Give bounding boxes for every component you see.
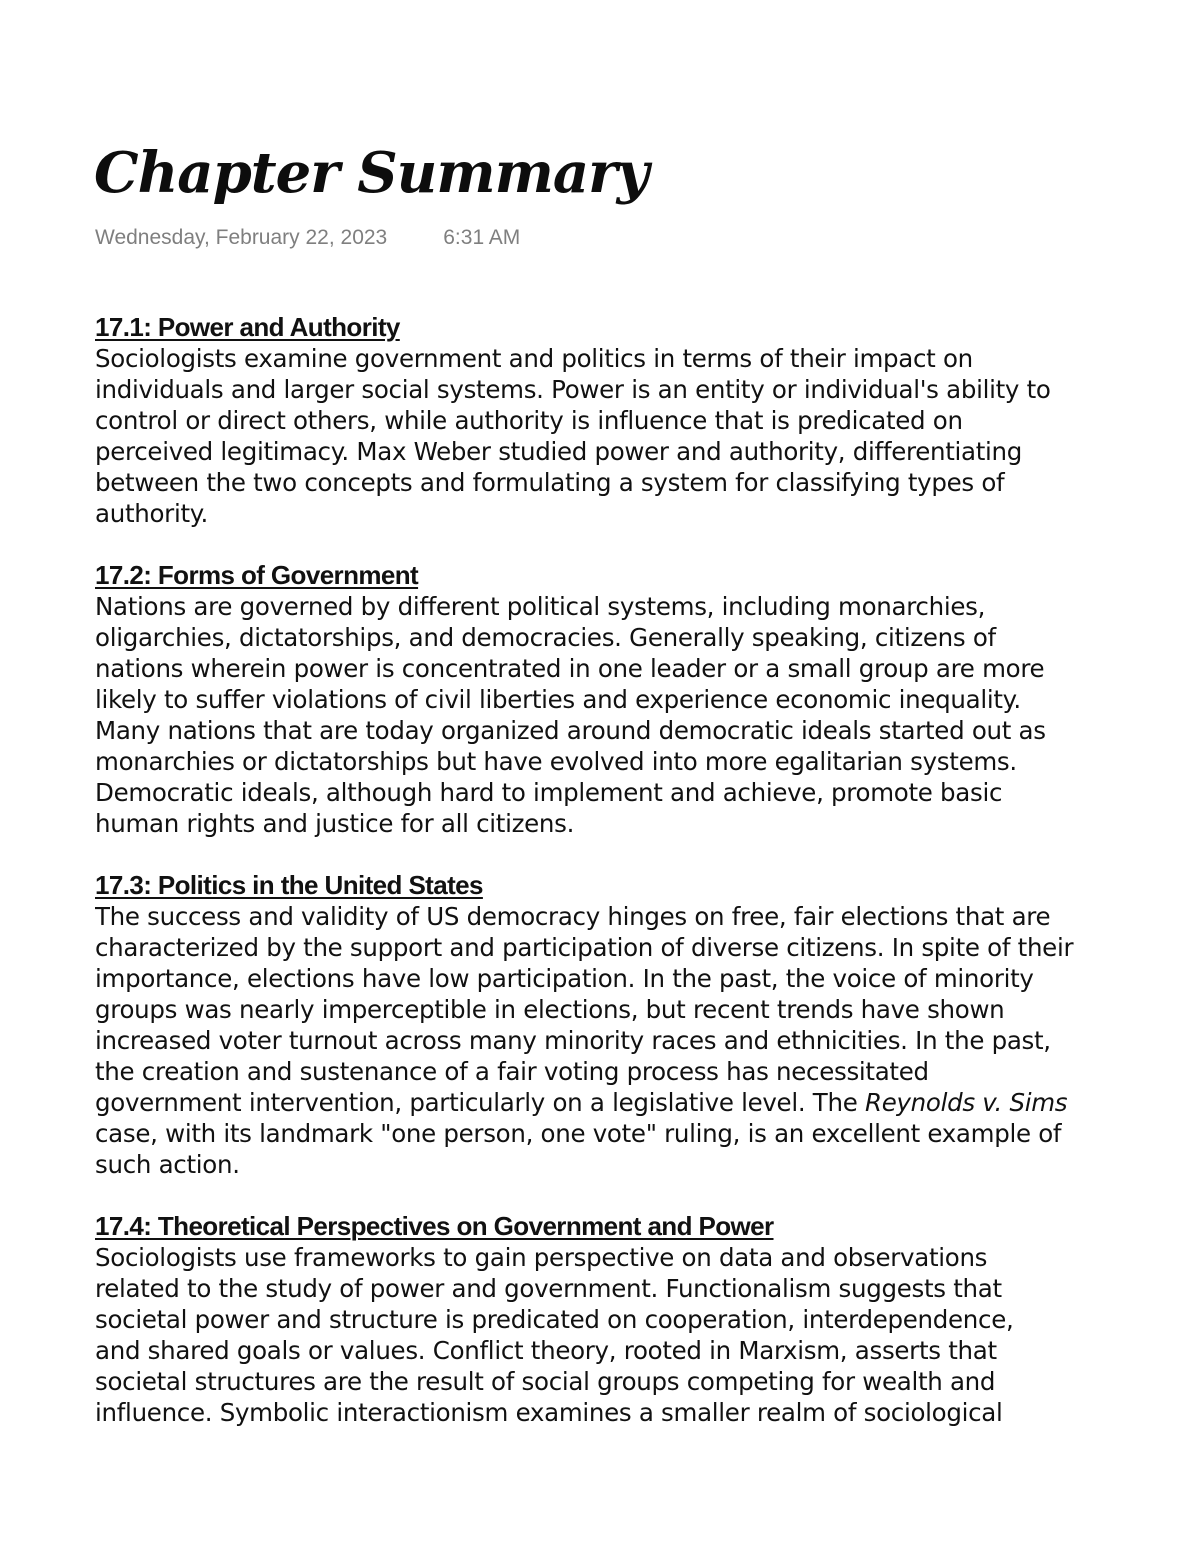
text-line: groups was nearly imperceptible in elections, but recent trends have shown [95, 995, 1005, 1024]
section-body [95, 1242, 1200, 1428]
text-line: control or direct others, while authority is influence that is predicated on [95, 406, 963, 435]
section-heading: 17.3: Politics in the United States [95, 870, 483, 900]
text-line: oligarchies, dictatorships, and democracies. Generally speaking, citizens of [95, 623, 996, 652]
text-line: Sociologists use frameworks to gain perspective on data and observations [95, 1243, 988, 1272]
text-line: perceived legitimacy. Max Weber studied power and authority, differentiating [95, 437, 1023, 466]
section-theoretical-perspectives [95, 1211, 1200, 1428]
text-line: individuals and larger social systems. Power is an entity or individual's ability to [95, 375, 1051, 404]
text-line-with-case [95, 1087, 1200, 1118]
text-line: societal structures are the result of social groups competing for wealth and [95, 1367, 996, 1396]
text-line: Nations are governed by different political systems, including monarchies, [95, 592, 986, 621]
section-forms-of-government [95, 560, 1200, 839]
text-line: The success and validity of US democracy hinges on free, fair elections that are [95, 902, 1051, 931]
text-line: case, with its landmark "one person, one vote" ruling, is an excellent example of [95, 1119, 1062, 1148]
page-time: 6:31 AM [443, 226, 521, 249]
section-politics-in-the-united-states [95, 870, 1200, 1180]
text-fragment: government intervention, particularly on a legislative level. The [95, 1088, 865, 1117]
text-line: Many nations that are today organized around democratic ideals started out as [95, 716, 1046, 745]
section-power-and-authority [95, 312, 1200, 529]
section-heading: 17.1: Power and Authority [95, 312, 400, 342]
text-line: societal power and structure is predicated on cooperation, interdependence, [95, 1305, 1014, 1334]
page-metadata [95, 226, 520, 250]
text-line: such action. [95, 1150, 240, 1179]
section-body [95, 591, 1200, 839]
text-line: influence. Symbolic interactionism examines a smaller realm of sociological [95, 1398, 1003, 1427]
text-line: likely to suffer violations of civil liberties and experience economic inequality. [95, 685, 1021, 714]
document-content [95, 312, 1200, 1438]
text-line: Democratic ideals, although hard to implement and achieve, promote basic [95, 778, 1003, 807]
text-line: human rights and justice for all citizens. [95, 809, 575, 838]
text-line: and shared goals or values. Conflict theory, rooted in Marxism, asserts that [95, 1336, 997, 1365]
section-heading: 17.2: Forms of Government [95, 560, 419, 590]
text-line: related to the study of power and government. Functionalism suggests that [95, 1274, 1002, 1303]
section-heading: 17.4: Theoretical Perspectives on Government and Power [95, 1211, 774, 1241]
text-line: nations wherein power is concentrated in one leader or a small group are more [95, 654, 1045, 683]
text-line: Sociologists examine government and politics in terms of their impact on [95, 344, 973, 373]
text-line: between the two concepts and formulating a system for classifying types of [95, 468, 1005, 497]
text-line: increased voter turnout across many minority races and ethnicities. In the past, [95, 1026, 1051, 1055]
text-line: characterized by the support and participation of diverse citizens. In spite of their [95, 933, 1074, 962]
page-date: Wednesday, February 22, 2023 [95, 226, 388, 249]
text-line: importance, elections have low participation. In the past, the voice of minority [95, 964, 1034, 993]
page-title: Chapter Summary [94, 140, 649, 206]
section-body [95, 901, 1200, 1180]
text-line: monarchies or dictatorships but have evolved into more egalitarian systems. [95, 747, 1017, 776]
section-body [95, 343, 1200, 529]
case-name: Reynolds v. Sims [864, 1088, 1068, 1117]
text-line: authority. [95, 499, 208, 528]
text-line: the creation and sustenance of a fair voting process has necessitated [95, 1057, 929, 1086]
